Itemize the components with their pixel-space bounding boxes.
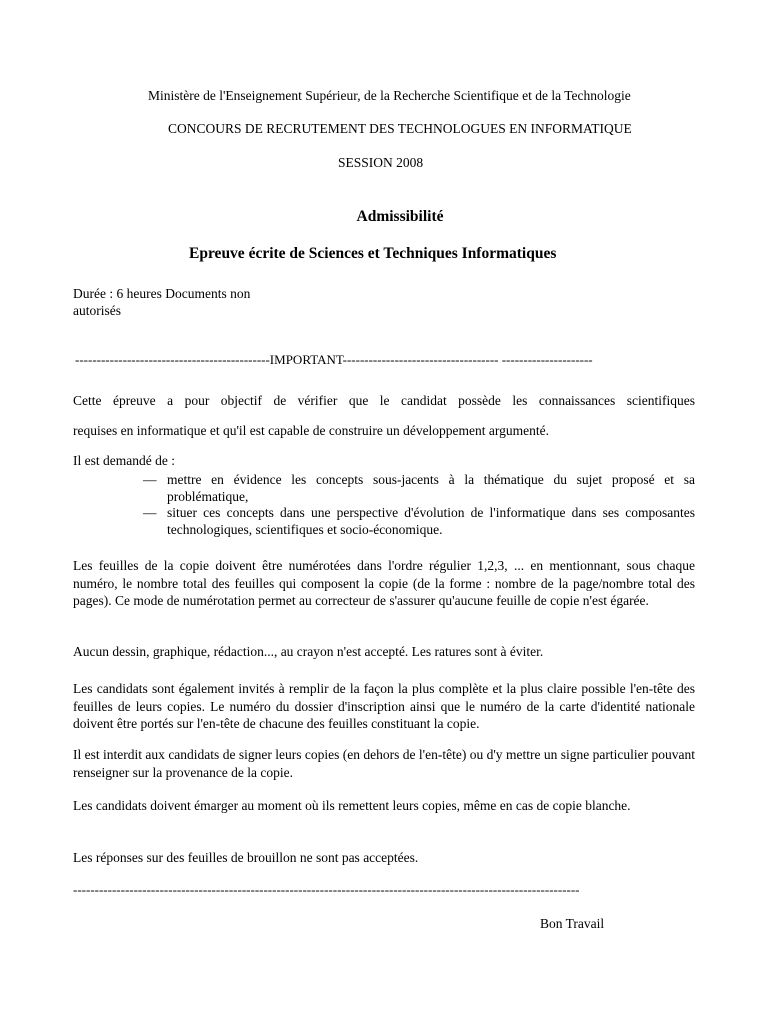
paragraph-candidats: Les candidats sont également invités à remplir de la façon la plus complète et la plus claire possible l'en-tête des feuilles de leurs copies. Le numéro du dossier d'inscription ainsi que le numéro de la carte d'identité nationale doivent être portés sur l'en-tête de chacune des feuilles constituant la copie. [73,681,695,731]
closing-text: Bon Travail [540,916,605,931]
objectif-line-2: requises en informatique et qu'il est capable de construire un développement argumenté. [73,423,550,438]
paragraph-feuilles: Les feuilles de la copie doivent être numérotées dans l'ordre régulier 1,2,3, ... en mentionnant, sous chaque numéro, le nombre total des feuilles qui composent la copie (de la forme : nombre de la page/nombre total des pages). Ce mode de numérotation permet au correcteur de s'assurer qu'aucune feuille de copie n'est égarée. [73,558,695,608]
session-label: SESSION 2008 [338,155,424,170]
list-item [143,472,695,505]
duree-info: Durée : 6 heures Documents non autorisés [73,286,251,318]
concours-title: CONCOURS DE RECRUTEMENT DES TECHNOLOGUES EN INFORMATIQUE [168,121,632,136]
paragraph-aucun: Aucun dessin, graphique, rédaction..., au crayon n'est accepté. Les ratures sont à éviter. [73,644,544,659]
paragraph-interdit: Il est interdit aux candidats de signer leurs copies (en dehors de l'en-tête) ou d'y mettre un signe particulier pouvant renseigner sur la provenance de la copie. [73,747,695,780]
bottom-divider: --------------------------------------------------------------------------------------------------------------------- [73,882,580,897]
ministry-header: Ministère de l'Enseignement Supérieur, de la Recherche Scientifique et de la Technologie [148,88,631,103]
demande-list [143,472,695,538]
objectif-line-1: Cette épreuve a pour objectif de vérifier que le candidat possède les connaissances scientifiques [73,393,695,408]
dash-bullet-icon: — [143,505,157,520]
paragraph-reponses: Les réponses sur des feuilles de brouillon ne sont pas acceptées. [73,850,419,865]
demande-intro: Il est demandé de : [73,453,175,468]
list-item-text: mettre en évidence les concepts sous-jacents à la thématique du sujet proposé et sa problématique, [167,472,695,504]
epreuve-heading: Epreuve écrite de Sciences et Techniques Informatiques [189,245,557,262]
list-item [143,505,695,538]
important-divider: ---------------------------------------------IMPORTANT------------------------------------ --------------------- [75,352,593,367]
paragraph-emarger: Les candidats doivent émarger au moment où ils remettent leurs copies, même en cas de copie blanche. [73,798,631,813]
dash-bullet-icon: — [143,472,157,487]
admissibilite-heading: Admissibilité [356,208,444,225]
list-item-text: situer ces concepts dans une perspective d'évolution de l'informatique dans ses composantes technologiques, scientifiques et socio-économique. [167,505,695,537]
